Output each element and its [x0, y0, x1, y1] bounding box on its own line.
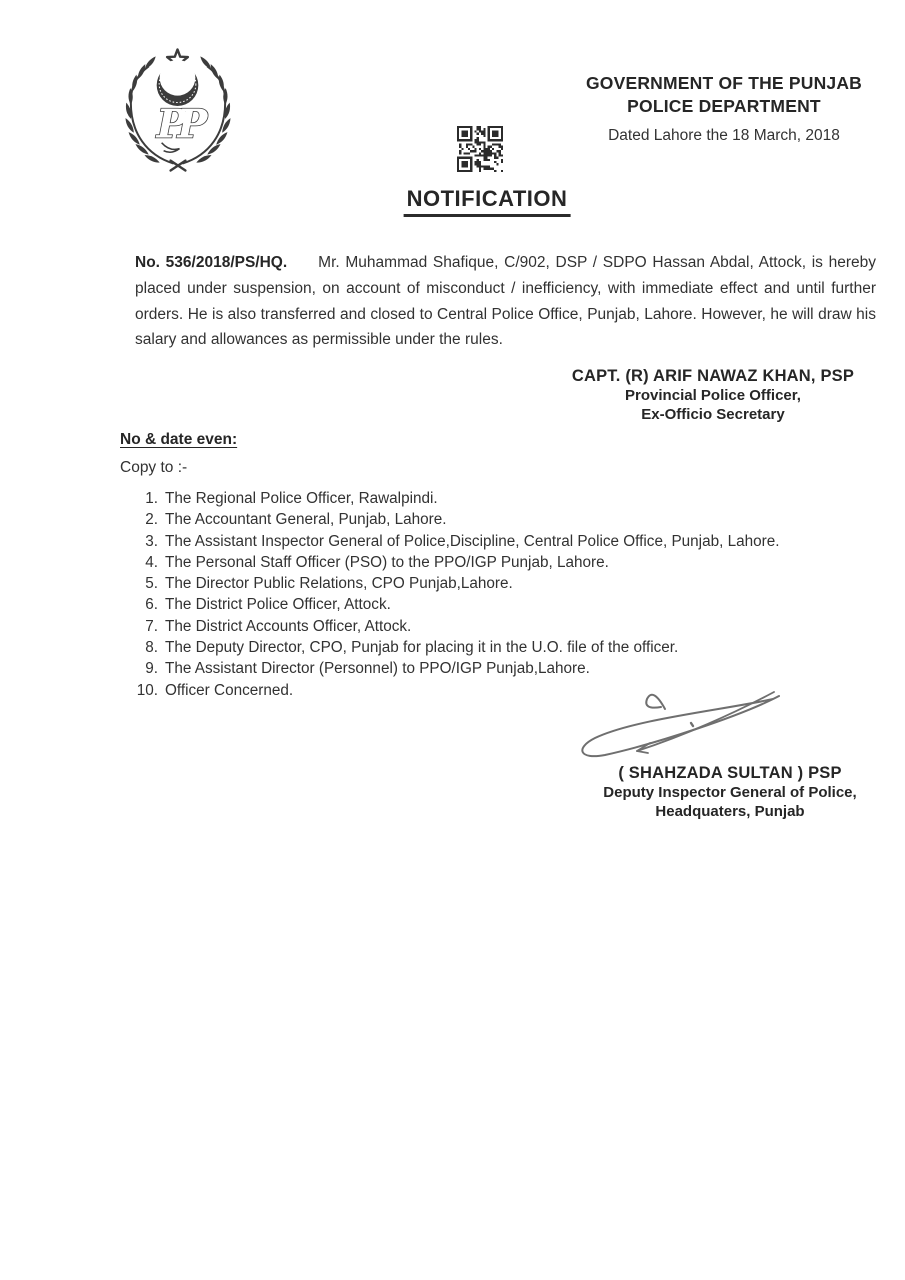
distribution-list-item	[120, 658, 779, 679]
distribution-list-item	[120, 637, 779, 658]
signatory-block-bottom	[558, 763, 902, 821]
signatory-bottom-name: ( SHAHZADA SULTAN ) PSP	[618, 764, 842, 782]
list-item-text: The District Police Officer, Attock.	[165, 596, 391, 614]
list-item-number: 8.	[145, 639, 158, 657]
list-item-number: 5.	[145, 575, 158, 593]
list-item-number: 10.	[136, 681, 158, 699]
notification-body	[135, 250, 876, 353]
org-name-line2: POLICE DEPARTMENT	[627, 96, 821, 116]
list-item-text: The Regional Police Officer, Rawalpindi.	[165, 490, 438, 507]
list-item-text: The District Accounts Officer, Attock.	[165, 617, 412, 635]
signatory-top-title2: Ex-Officio Secretary	[641, 406, 785, 423]
signatory-top-name: CAPT. (R) ARIF NAWAZ KHAN, PSP	[571, 367, 855, 385]
signatory-bottom-title2: Headquaters, Punjab	[655, 803, 805, 820]
list-item-number: 2.	[145, 511, 158, 529]
ref-date-label: No & date even:	[120, 431, 238, 448]
dateline: Dated Lahore the 18 March, 2018	[608, 127, 840, 144]
org-name-line1: GOVERNMENT OF THE PUNJAB	[585, 73, 863, 93]
list-item-text: The Accountant General, Punjab, Lahore.	[165, 511, 447, 529]
distribution-list-item	[120, 509, 779, 530]
punjab-police-crest-icon	[116, 42, 240, 174]
signatory-top-title1: Provincial Police Officer,	[625, 387, 801, 404]
handwritten-signature-icon	[571, 682, 796, 774]
page-title: NOTIFICATION	[404, 186, 571, 217]
list-item-number: 4.	[145, 553, 158, 571]
list-item-number: 1.	[145, 490, 158, 507]
distribution-list-item	[120, 488, 779, 509]
list-item-number: 7.	[145, 617, 158, 635]
list-item-text: The Personal Staff Officer (PSO) to the PPO/IGP Punjab, Lahore.	[165, 553, 609, 571]
reference-number: No. 536/2018/PS/HQ.	[135, 254, 288, 271]
body-text: Mr. Muhammad Shafique, C/902, DSP / SDPO Hassan Abdal, Attock, is hereby placed under suspension, on account of misconduct / inefficiency, with immediate effect and until further orders. He is also transferred and closed to Central Police Office, Punjab, Lahore. However, he will draw his salary and allowances as permissible under the rules.	[135, 254, 876, 349]
qr-code-icon	[457, 126, 503, 172]
distribution-list	[120, 488, 779, 701]
signatory-bottom-title1: Deputy Inspector General of Police,	[603, 784, 857, 801]
distribution-list-item	[120, 616, 779, 637]
distribution-list-item	[120, 573, 779, 594]
signatory-block-top	[542, 366, 884, 424]
list-item-number: 9.	[145, 660, 158, 678]
letterhead	[573, 72, 875, 145]
crest-monogram: PP	[156, 101, 199, 148]
list-item-text: The Assistant Director (Personnel) to PPO/IGP Punjab,Lahore.	[165, 660, 590, 678]
list-item-text: The Assistant Inspector General of Police,Discipline, Central Police Office, Punjab, Lahore.	[165, 532, 780, 550]
list-item-number: 3.	[145, 532, 158, 550]
list-item-text: The Deputy Director, CPO, Punjab for placing it in the U.O. file of the officer.	[165, 639, 679, 657]
copy-to-label: Copy to :-	[120, 459, 188, 476]
distribution-list-item	[120, 594, 779, 615]
list-item-text: The Director Public Relations, CPO Punjab,Lahore.	[165, 575, 513, 593]
distribution-list-item	[120, 552, 779, 573]
list-item-text: Officer Concerned.	[165, 681, 294, 699]
distribution-list-item	[120, 531, 779, 552]
list-item-number: 6.	[145, 596, 158, 614]
